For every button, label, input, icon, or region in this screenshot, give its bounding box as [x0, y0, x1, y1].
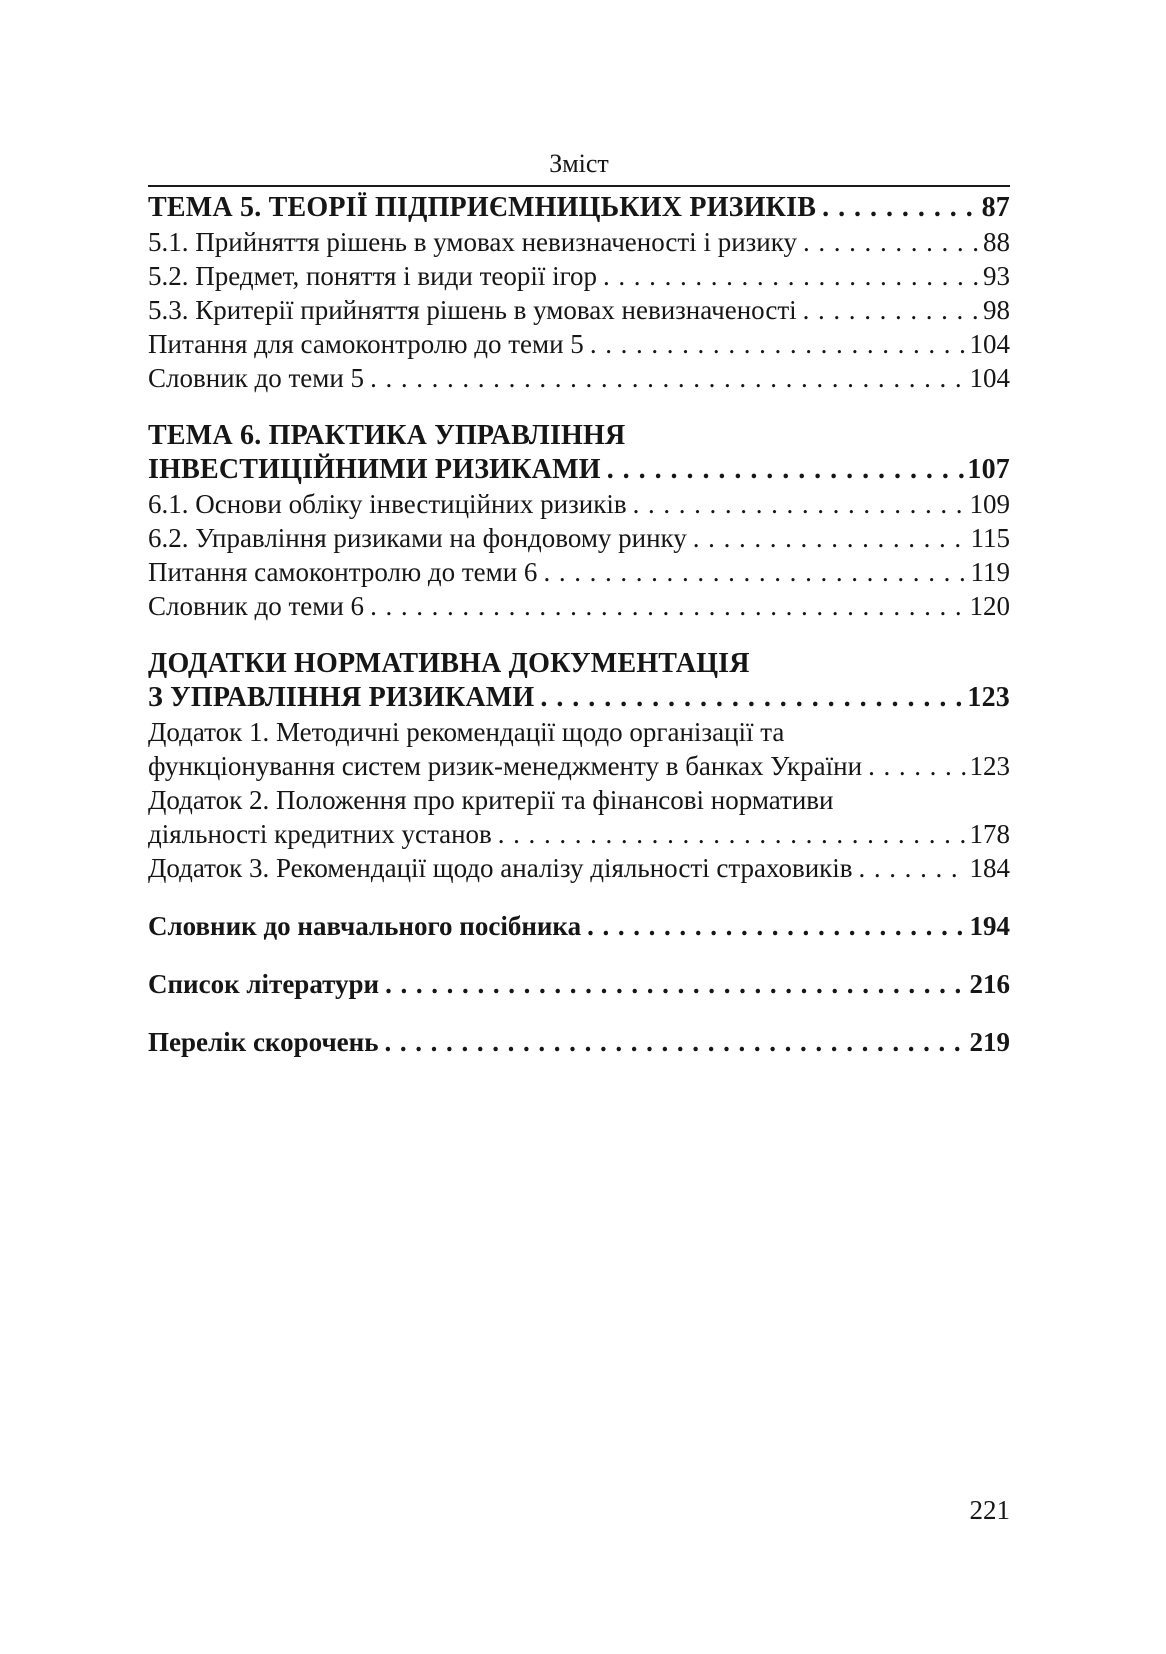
toc-line: [148, 225, 1010, 259]
toc-entry-page-number: 88: [983, 227, 1010, 257]
toc-entry: [148, 361, 1010, 395]
toc-entry-title: ТЕМА 6. ПРАКТИКА УПРАВЛІННЯ: [148, 420, 626, 451]
toc-section-perelik-skorochen: [148, 1025, 1010, 1059]
toc-entry-page-number: 93: [983, 261, 1010, 291]
toc-entry-title: Додаток 1. Методичні рекомендації щодо організації та: [148, 717, 785, 747]
toc-entry-page-number: 178: [969, 819, 1010, 849]
toc-entry-page-number: 119: [970, 557, 1010, 587]
toc-section-spysok-literatury: [148, 967, 1010, 1001]
toc-line: [148, 293, 1010, 327]
toc-entry: [148, 487, 1010, 521]
toc-entry: [148, 259, 1010, 293]
toc-entry-title: ТЕМА 5. ТЕОРІЇ ПІДПРИЄМНИЦЬКИХ РИЗИКІВ: [148, 192, 817, 223]
toc-entry-title: Питання самоконтролю до теми 6: [148, 557, 538, 587]
toc-line: [148, 487, 1010, 521]
dot-leader: [543, 555, 967, 589]
toc-entry-page-number: 219: [969, 1027, 1010, 1057]
toc-entry-title: Словник до теми 6: [148, 591, 365, 621]
toc-entry: [148, 783, 1010, 851]
toc-entry-page-number: 120: [969, 591, 1010, 621]
toc-line: [148, 715, 1010, 749]
toc-entry-page-number: 98: [983, 295, 1010, 325]
toc-entry-title: З УПРАВЛІННЯ РИЗИКАМИ: [148, 682, 535, 713]
toc-entry-page-number: 115: [970, 523, 1010, 553]
toc-entry-title: Словник до теми 5: [148, 363, 365, 393]
page-title: Зміст: [549, 149, 609, 178]
table-of-contents: [148, 191, 1010, 1059]
toc-entry: [148, 225, 1010, 259]
dot-leader: [859, 851, 967, 885]
toc-entry: [148, 967, 1010, 1001]
dot-leader: [633, 487, 967, 521]
toc-entry-title: 6.1. Основи обліку інвестиційних ризиків: [148, 489, 627, 519]
toc-line: [148, 327, 1010, 361]
toc-line: [148, 259, 1010, 293]
dot-leader: [370, 589, 966, 623]
toc-entry-title: 5.3. Критерії прийняття рішень в умовах невизначеності: [148, 295, 797, 325]
toc-line: [148, 191, 1010, 225]
toc-entry-page-number: 104: [969, 329, 1010, 359]
toc-entry-title: ІНВЕСТИЦІЙНИМИ РИЗИКАМИ: [148, 454, 601, 485]
toc-entry-page-number: 216: [969, 969, 1010, 999]
toc-entry-title: 6.2. Управління ризиками на фондовому ринку: [148, 523, 687, 553]
page-header: [148, 150, 1010, 187]
dot-leader: [385, 967, 966, 1001]
toc-line: [148, 1025, 1010, 1059]
toc-entry-title: 5.1. Прийняття рішень в умовах невизначеності і ризику: [148, 227, 797, 257]
toc-line: [148, 851, 1010, 885]
toc-entry-page-number: 123: [969, 751, 1010, 781]
toc-section-dodatky: [148, 647, 1010, 885]
toc-entry: [148, 521, 1010, 555]
toc-entry-page-number: 87: [981, 192, 1010, 223]
dot-leader: [603, 259, 980, 293]
toc-entry-page-number: 184: [969, 853, 1010, 883]
toc-line: [148, 419, 1010, 453]
toc-line: [148, 647, 1010, 681]
toc-entry: [148, 191, 1010, 225]
dot-leader: [607, 453, 965, 487]
toc-entry-title: Питання для самоконтролю до теми 5: [148, 329, 584, 359]
dot-leader: [498, 817, 967, 851]
toc-entry: [148, 293, 1010, 327]
dot-leader: [385, 1025, 967, 1059]
toc-entry-title: Додаток 3. Рекомендації щодо аналізу діяльності страховиків: [148, 853, 853, 883]
toc-entry-title: ДОДАТКИ НОРМАТИВНА ДОКУМЕНТАЦІЯ: [148, 648, 750, 679]
dot-leader: [868, 749, 966, 783]
toc-entry-title: Список літератури: [148, 969, 380, 999]
toc-entry: [148, 1025, 1010, 1059]
toc-line: [148, 361, 1010, 395]
dot-leader: [803, 293, 980, 327]
toc-entry-page-number: 194: [969, 911, 1010, 941]
toc-line: [148, 681, 1010, 715]
toc-section-tema-5: [148, 191, 1010, 395]
toc-entry-page-number: 123: [967, 682, 1010, 713]
toc-section-tema-6: [148, 419, 1010, 623]
toc-section-slovnyk-posibnyka: [148, 909, 1010, 943]
toc-line: [148, 967, 1010, 1001]
toc-line: [148, 817, 1010, 851]
dot-leader: [822, 191, 978, 225]
dot-leader: [693, 521, 968, 555]
dot-leader: [370, 361, 966, 395]
toc-line: [148, 589, 1010, 623]
toc-entry: [148, 851, 1010, 885]
toc-entry-title: Словник до навчального посібника: [148, 911, 582, 941]
toc-entry: [148, 647, 1010, 715]
page-content: [148, 150, 1010, 1059]
toc-line: [148, 909, 1010, 943]
toc-line: [148, 749, 1010, 783]
toc-line: [148, 521, 1010, 555]
toc-entry: [148, 555, 1010, 589]
toc-entry-title: 5.2. Предмет, поняття і види теорії ігор: [148, 261, 598, 291]
dot-leader: [540, 681, 964, 715]
toc-entry: [148, 419, 1010, 487]
toc-line: [148, 555, 1010, 589]
toc-entry-page-number: 109: [969, 489, 1010, 519]
toc-entry: [148, 589, 1010, 623]
toc-entry-page-number: 107: [967, 454, 1010, 485]
dot-leader: [803, 225, 980, 259]
dot-leader: [587, 909, 966, 943]
toc-line: [148, 783, 1010, 817]
toc-line: [148, 453, 1010, 487]
footer-page-number: 221: [969, 1495, 1010, 1525]
toc-entry: [148, 715, 1010, 783]
toc-entry-title: функціонування систем ризик-менеджменту в банках України: [148, 751, 863, 781]
toc-entry-title: Додаток 2. Положення про критерії та фінансові нормативи: [148, 785, 834, 815]
toc-entry: [148, 327, 1010, 361]
dot-leader: [590, 327, 967, 361]
toc-entry-title: діяльності кредитних установ: [148, 819, 492, 849]
toc-entry-page-number: 104: [969, 363, 1010, 393]
toc-entry-title: Перелік скорочень: [148, 1027, 379, 1057]
toc-entry: [148, 909, 1010, 943]
header-rule: [148, 185, 1010, 187]
